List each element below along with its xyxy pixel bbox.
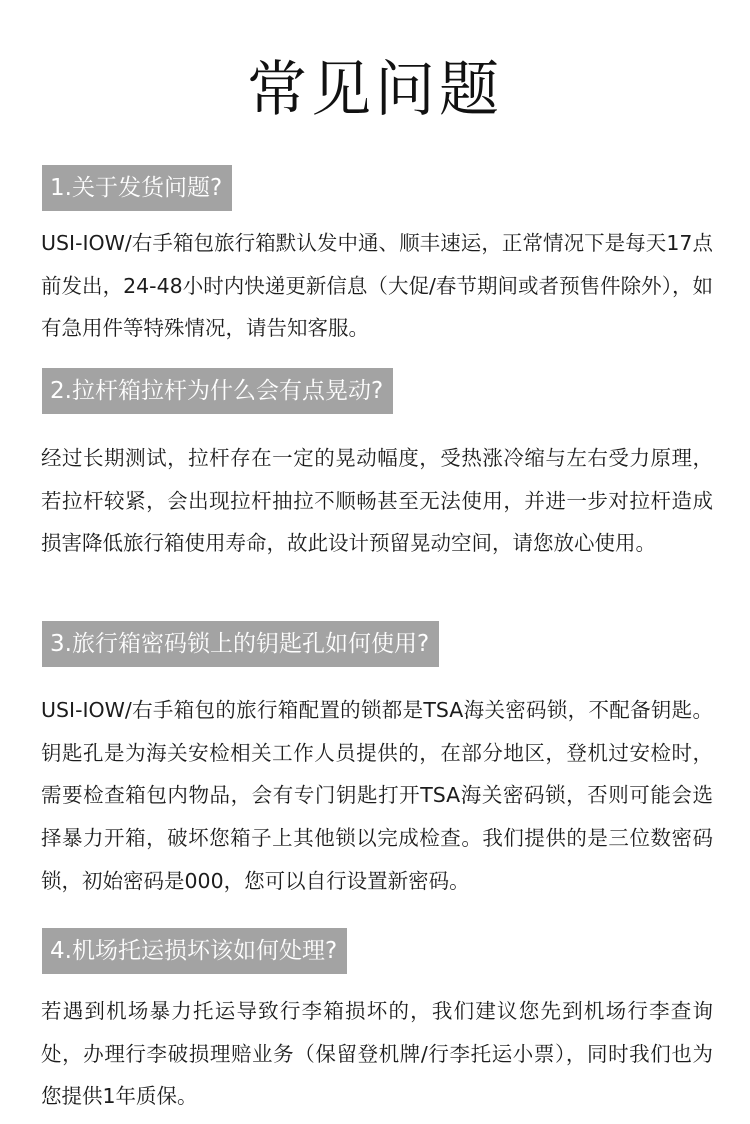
page-title: 常见问题 — [247, 55, 503, 125]
faq-question-4: 4.机场托运损坏该如何处理? — [42, 928, 347, 974]
faq-answer-4: 若遇到机场暴力托运导致行李箱损坏的，我们建议您先到机场行李查询处，办理行李破损理赔业务（保留登机牌/行李托运小票），同时我们也为您提供1年质保。 — [41, 999, 713, 1109]
faq-question-2: 2.拉杆箱拉杆为什么会有点晃动? — [42, 368, 393, 414]
faq-answer-3: USI-IOW/右手箱包的旅行箱配置的锁都是TSA海关密码锁，不配备钥匙。钥匙孔是为海关安检相关工作人员提供的，在部分地区，登机过安检时，需要检查箱包内物品，会有专门钥匙打开TSA海关密码锁，否则可能会选择暴力开箱，破坏您箱子上其他锁以完成检查。我们提供的是三位数密码锁，初始密码是000，您可以自行设置新密码。 — [41, 698, 713, 893]
faq-question-3: 3.旅行箱密码锁上的钥匙孔如何使用? — [42, 621, 439, 667]
faq-question-1: 1.关于发货问题? — [42, 165, 232, 211]
faq-answer-1: USI-IOW/右手箱包旅行箱默认发中通、顺丰速运，正常情况下是每天17点前发出，24-48小时内快递更新信息（大促/春节期间或者预售件除外），如有急用件等特殊情况，请告知客服。 — [41, 231, 713, 341]
faq-answer-2: 经过长期测试，拉杆存在一定的晃动幅度，受热涨冷缩与左右受力原理，若拉杆较紧，会出现拉杆抽拉不顺畅甚至无法使用，并进一步对拉杆造成损害降低旅行箱使用寿命，故此设计预留晃动空间，请您放心使用。 — [41, 446, 713, 556]
